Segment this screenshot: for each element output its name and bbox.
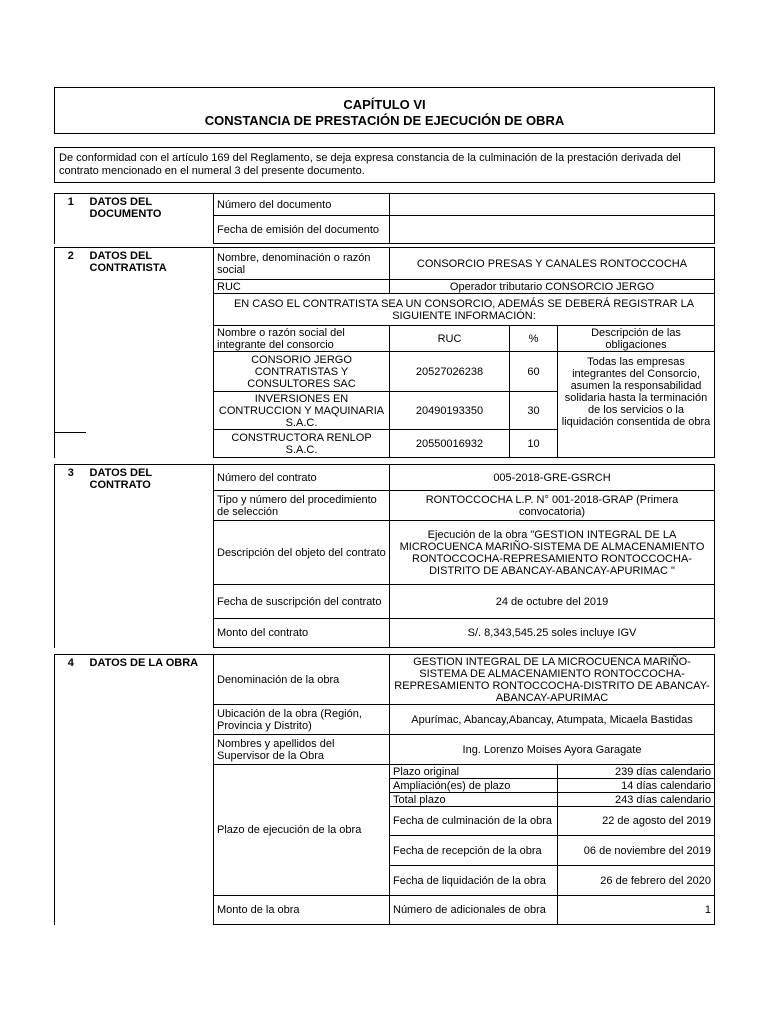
document-title-box <box>54 87 715 134</box>
work-name-value: GESTION INTEGRAL DE LA MICROCUENCA MARIÑO-SISTEMA DE ALMACENAMIENTO RONTOCCOCHA-REPRESAMIENTO RONTOCCOCHA-DISTRITO DE ABANCAY-ABANCAY-APURIMAC <box>390 655 715 705</box>
obligations-description: Todas las empresas integrantes del Consorcio, asumen la responsabilidad solidaria hasta la terminación de los servicios o la liquidación consentida de obra <box>558 352 715 458</box>
term-row-label: Fecha de liquidación de la obra <box>390 866 558 896</box>
divider <box>54 432 86 433</box>
member-percent: 60 <box>510 352 558 392</box>
additions-value: 1 <box>558 896 715 925</box>
section-4-datos-obra <box>54 654 715 925</box>
supervisor-label: Nombres y apellidos del Supervisor de la Obra <box>214 735 390 765</box>
section-1-heading: DATOS DEL DOCUMENTO <box>87 194 214 244</box>
procedure-label: Tipo y número del procedimiento de selección <box>214 491 390 521</box>
member-percent: 30 <box>510 392 558 430</box>
obligations-column-header: Descripción de las obligaciones <box>558 326 715 352</box>
doc-number-label: Número del documento <box>214 194 390 216</box>
section-2-heading: DATOS DEL CONTRATISTA <box>87 248 214 458</box>
term-row-value: 26 de febrero del 2020 <box>558 866 715 896</box>
issue-date-label: Fecha de emisión del documento <box>214 216 390 244</box>
document-title: CONSTANCIA DE PRESTACIÓN DE EJECUCIÓN DE OBRA <box>204 113 565 128</box>
term-row-label: Ampliación(es) de plazo <box>390 779 558 793</box>
contract-amount-value: S/. 8,343,545.25 soles incluye IGV <box>390 619 715 648</box>
term-row-label: Plazo original <box>390 765 558 779</box>
additions-label: Número de adicionales de obra <box>390 896 558 925</box>
member-ruc: 20550016932 <box>390 430 510 458</box>
procedure-value: RONTOCCOCHA L.P. N° 001-2018-GRAP (Primera convocatoria) <box>390 491 715 521</box>
section-3-number: 3 <box>55 465 87 648</box>
term-row-label: Fecha de recepción de la obra <box>390 836 558 866</box>
contractor-ruc-value: Operador tributario CONSORCIO JERGO <box>390 280 715 294</box>
contract-number-value: 005-2018-GRE-GSRCH <box>390 465 715 491</box>
signing-date-label: Fecha de suscripción del contrato <box>214 585 390 619</box>
member-ruc: 20527026238 <box>390 352 510 392</box>
term-label: Plazo de ejecución de la obra <box>214 765 390 896</box>
chapter-heading: CAPÍTULO VI <box>343 97 426 112</box>
section-1-number: 1 <box>55 194 87 244</box>
term-row-value: 239 días calendario <box>558 765 715 779</box>
contractor-name-label: Nombre, denominación o razón social <box>214 248 390 280</box>
contract-number-label: Número del contrato <box>214 465 390 491</box>
section-3-datos-contrato <box>54 464 715 648</box>
member-name: CONSORIO JERGO CONTRATISTAS Y CONSULTORES SAC <box>214 352 390 392</box>
member-ruc: 20490193350 <box>390 392 510 430</box>
section-2-datos-contratista <box>54 247 715 458</box>
ruc-column-header: RUC <box>390 326 510 352</box>
term-row-value: 06 de noviembre del 2019 <box>558 836 715 866</box>
term-row-label: Total plazo <box>390 793 558 807</box>
contract-amount-label: Monto del contrato <box>214 619 390 648</box>
contract-description-value: Ejecución de la obra "GESTION INTEGRAL DE LA MICROCUENCA MARIÑO-SISTEMA DE ALMACENAMIENTO RONTOCCOCHA-REPRESAMIENTO RONTOCCOCHA-DISTRITO DE ABANCAY-ABANCAY-APURIMAC " <box>390 521 715 585</box>
member-name: CONSTRUCTORA RENLOP S.A.C. <box>214 430 390 458</box>
work-location-label: Ubicación de la obra (Región, Provincia y Distrito) <box>214 705 390 735</box>
section-3-heading: DATOS DEL CONTRATO <box>87 465 214 648</box>
section-2-number: 2 <box>55 248 87 458</box>
term-row-value: 243 días calendario <box>558 793 715 807</box>
contractor-ruc-label: RUC <box>214 280 390 294</box>
work-amount-label: Monto de la obra <box>214 896 390 925</box>
issue-date-value <box>390 216 715 244</box>
signing-date-value: 24 de octubre del 2019 <box>390 585 715 619</box>
percent-column-header: % <box>510 326 558 352</box>
intro-paragraph: De conformidad con el artículo 169 del Reglamento, se deja expresa constancia de la culminación de la prestación derivada del contrato mencionado en el numeral 3 del presente documento. <box>54 147 715 183</box>
work-name-label: Denominación de la obra <box>214 655 390 705</box>
contractor-name-value: CONSORCIO PRESAS Y CANALES RONTOCCOCHA <box>390 248 715 280</box>
section-1-datos-documento <box>54 193 715 244</box>
term-row-value: 22 de agosto del 2019 <box>558 807 715 836</box>
section-4-heading: DATOS DE LA OBRA <box>87 655 214 925</box>
contract-description-label: Descripción del objeto del contrato <box>214 521 390 585</box>
consortium-note: EN CASO EL CONTRATISTA SEA UN CONSORCIO, ADEMÁS SE DEBERÁ REGISTRAR LA SIGUIENTE INFORMACIÓN: <box>214 294 715 326</box>
doc-number-value <box>390 194 715 216</box>
work-location-value: Apurímac, Abancay,Abancay, Atumpata, Micaela Bastidas <box>390 705 715 735</box>
term-row-value: 14 días calendario <box>558 779 715 793</box>
supervisor-value: Ing. Lorenzo Moises Ayora Garagate <box>390 735 715 765</box>
term-row-label: Fecha de culminación de la obra <box>390 807 558 836</box>
member-percent: 10 <box>510 430 558 458</box>
member-name: INVERSIONES EN CONTRUCCION Y MAQUINARIA S.A.C. <box>214 392 390 430</box>
member-column-header: Nombre o razón social del integrante del consorcio <box>214 326 390 352</box>
section-4-number: 4 <box>55 655 87 925</box>
